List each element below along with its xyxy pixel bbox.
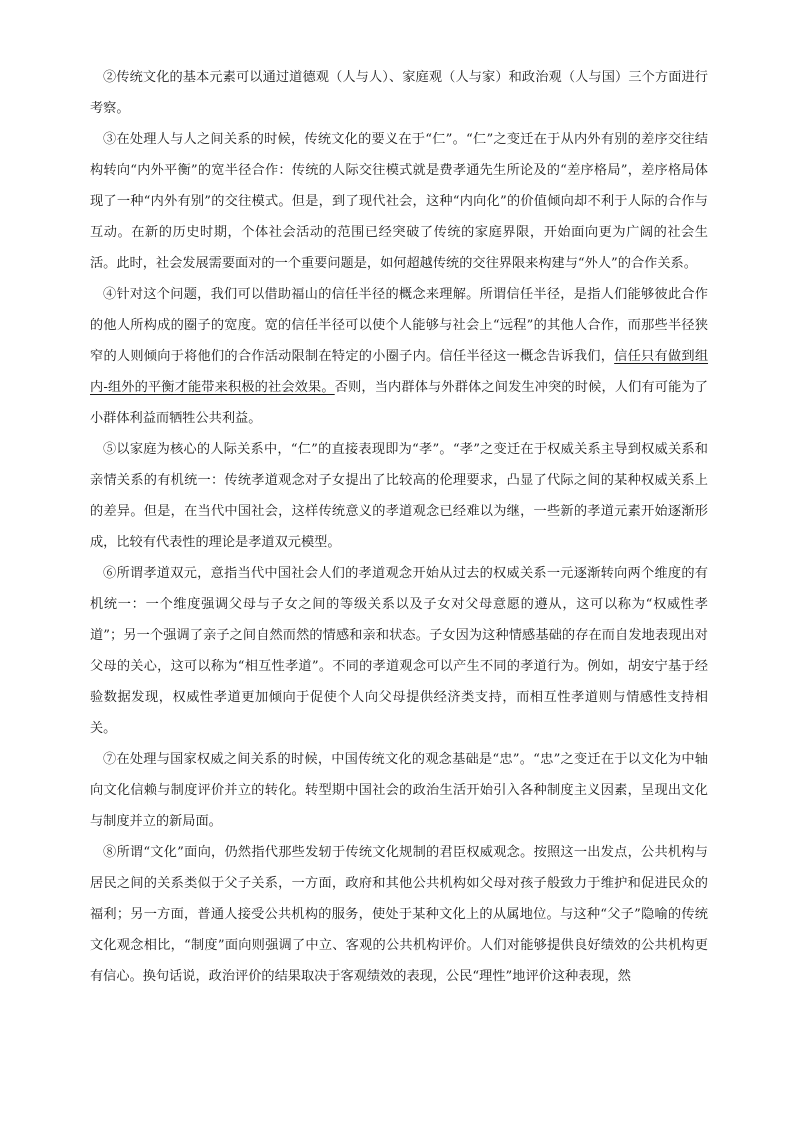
paragraph-7: ⑦在处理与国家权威之间关系的时候，中国传统文化的观念基础是“忠”。“忠”之变迁在于以文化为中轴向文化信赖与制度评价并立的转化。转型期中国社会的政治生活开始引入各种制度主义因素，呈现出文化与制度并立的新局面。 — [90, 752, 708, 829]
paragraph-5: ⑤以家庭为核心的人际关系中，“仁”的直接表现即为“孝”。“孝”之变迁在于权威关系主导到权威关系和亲情关系的有机统一：传统孝道观念对子女提出了比较高的伦理要求，凸显了代际之间的某种权威关系上的差异。但是，在当代中国社会，这样传统意义的孝道观念已经难以为继，一些新的孝道元素开始逐渐形成，比较有代表性的理论是孝道双元模型。 — [90, 442, 708, 550]
paragraph-4-underlined-sentence: 信任只有做到组内-组外的平衡才能带来积极的社会效果。 — [90, 349, 709, 395]
article-body — [90, 62, 708, 992]
paragraph-4-text-end: 否则，当内群体与外群体之间发生冲突的时候，人们有可能为了小群体利益而牺牲公共利益。 — [90, 380, 708, 426]
paragraph-4-text-start: ④针对这个问题，我们可以借助福山的信任半径的概念来理解。所谓信任半径，是指人们能够彼此合作的他人所构成的圈子的宽度。宽的信任半径可以使个人能够与社会上“远程”的其他人合作，而那些半径狭窄的人则倾向于将他们的合作活动限制在特定的小圈子内。信任半径这一概念告诉我们， — [90, 287, 708, 364]
paragraph-2: ②传统文化的基本元素可以通过道德观（人与人）、家庭观（人与家）和政治观（人与国）三个方面进行考察。 — [90, 70, 708, 116]
paragraph-6: ⑥所谓孝道双元，意指当代中国社会人们的孝道观念开始从过去的权威关系一元逐渐转向两个维度的有机统一：一个维度强调父母与子女之间的等级关系以及子女对父母意愿的遵从，这可以称为“权威性孝道”；另一个强调了亲子之间自然而然的情感和亲和状态。子女因为这种情感基础的存在而自发地表现出对父母的关心，这可以称为“相互性孝道”。不同的孝道观念可以产生不同的孝道行为。例如，胡安宁基于经验数据发现，权威性孝道更加倾向于促使个人向父母提供经济类支持，而相互性孝道则与情感性支持相关。 — [90, 566, 708, 736]
paragraph-3: ③在处理人与人之间关系的时候，传统文化的要义在于“仁”。“仁”之变迁在于从内外有别的差序交往结构转向“内外平衡”的宽半径合作：传统的人际交往模式就是费孝通先生所论及的“差序格局”，差序格局体现了一种“内外有别”的交往模式。但是，到了现代社会，这种“内向化”的价值倾向却不利于人际的合作与互动。在新的历史时期，个体社会活动的范围已经突破了传统的家庭界限，开始面向更为广阔的社会生活。此时，社会发展需要面对的一个重要问题是，如何超越传统的交往界限来构建与“外人”的合作关系。 — [90, 132, 708, 271]
paragraph-8: ⑧所谓“文化”面向，仍然指代那些发轫于传统文化规制的君臣权威观念。按照这一出发点，公共机构与居民之间的关系类似于父子关系，一方面，政府和其他公共机构如父母对孩子般致力于维护和促进民众的福利；另一方面，普通人接受公共机构的服务，使处于某种文化上的从属地位。与这种“父子”隐喻的传统文化观念相比，“制度”面向则强调了中立、客观的公共机构评价。人们对能够提供良好绩效的公共机构更有信心。换句话说，政治评价的结果取决于客观绩效的表现，公民“理性”地评价这种表现，然 — [90, 845, 708, 984]
paragraph-4 — [90, 279, 708, 434]
